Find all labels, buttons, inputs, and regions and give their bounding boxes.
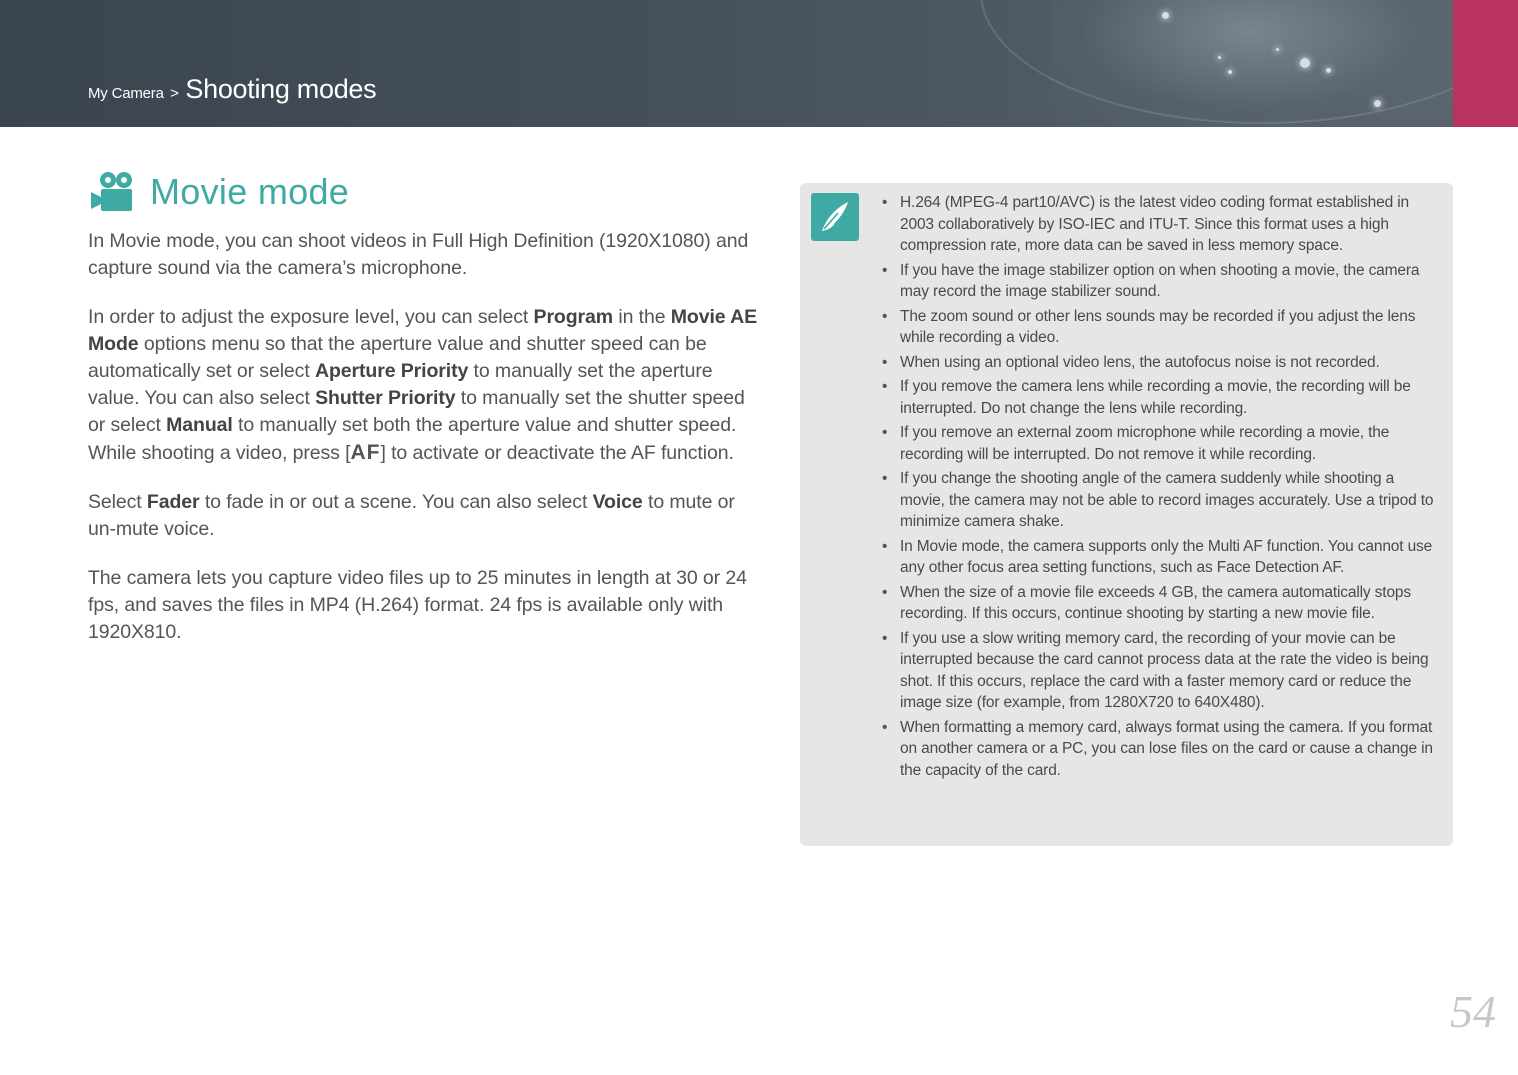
bullet-icon: • — [882, 194, 888, 211]
note-item — [882, 582, 1440, 625]
note-text: If you have the image stabilizer option on when shooting a movie, the camera may record the image stabilizer sound. — [900, 261, 1420, 300]
bullet-icon: • — [882, 583, 888, 601]
text-run: options menu so that the aperture value and shutter speed can be automatically set or select — [88, 333, 707, 382]
bullet-icon: • — [882, 424, 888, 441]
note-item — [882, 376, 1440, 419]
section-tab — [1453, 0, 1518, 127]
bullet-icon: • — [882, 629, 888, 647]
main-content — [88, 228, 758, 668]
bullet-icon: • — [882, 718, 888, 736]
note-text: The zoom sound or other lens sounds may be recorded if you adjust the lens while recording a video. — [900, 307, 1416, 346]
text-run: to mute or un-mute voice. — [88, 491, 735, 540]
bullet-icon: • — [882, 261, 888, 279]
sparkle-decoration — [1228, 70, 1232, 74]
breadcrumb — [88, 74, 376, 105]
sparkle-decoration — [1374, 100, 1381, 107]
sparkle-decoration — [1162, 12, 1169, 19]
paragraph-exposure — [88, 304, 758, 467]
option-shutter-priority: Shutter Priority — [315, 387, 456, 409]
bullet-icon: • — [882, 537, 888, 555]
text-run: Select — [88, 491, 147, 513]
section-heading — [88, 170, 349, 214]
note-item — [882, 717, 1440, 782]
option-voice: Voice — [592, 491, 643, 513]
text-run: in the — [613, 306, 671, 328]
note-item — [882, 352, 1440, 374]
bullet-icon: • — [882, 378, 888, 395]
movie-camera-icon — [88, 170, 136, 214]
note-item — [882, 628, 1440, 714]
text-run: to fade in or out a scene. You can also select — [199, 491, 593, 513]
page-title: Movie mode — [150, 171, 350, 212]
note-text: When formatting a memory card, always format using the camera. If you format on another camera or a PC, you can lose files on the card or cause a change in the capacity of the card. — [900, 718, 1433, 779]
option-fader: Fader — [146, 491, 200, 513]
bullet-icon: • — [882, 353, 888, 371]
text-run: to manually set both the aperture value and shutter speed. While shooting a video, press [ — [88, 414, 737, 464]
option-program: Program — [533, 306, 614, 328]
text-run: ] to activate or deactivate the AF function. — [380, 442, 734, 464]
note-text: When the size of a movie file exceeds 4 GB, the camera automatically stops recording. If this occurs, continue shooting by starting a new movie file. — [900, 583, 1411, 622]
text-run: In order to adjust the exposure level, you can select — [88, 306, 534, 328]
af-button-icon: AF — [350, 441, 381, 464]
page-header — [0, 0, 1518, 127]
note-item — [882, 192, 1440, 257]
bullet-icon: • — [882, 307, 888, 325]
breadcrumb-current: Shooting modes — [185, 74, 377, 104]
paragraph-file-limits: The camera lets you capture video files up to 25 minutes in length at 30 or 24 fps, and saves the files in MP4 (H.264) format. 24 fps is available only with 1920X810. — [88, 567, 747, 643]
menu-movie-ae-mode: Movie AE Mode — [88, 306, 758, 355]
sparkle-decoration — [1218, 56, 1221, 59]
note-item — [882, 260, 1440, 303]
page-number: 54 — [1450, 986, 1496, 1037]
note-text: In Movie mode, the camera supports only the Multi AF function. You cannot use any other focus area setting functions, such as Face Detection AF. — [900, 537, 1433, 576]
note-item — [882, 536, 1440, 579]
note-item — [882, 422, 1440, 465]
note-text: H.264 (MPEG-4 part10/AVC) is the latest video coding format established in 2003 collaboratively by ISO-IEC and ITU-T. Since this format uses a high compression rate, more data can be saved in less memory space. — [900, 194, 1409, 254]
text-run: to manually set the aperture value. You can also select — [88, 360, 713, 409]
text-run: to manually set the shutter speed or select — [88, 387, 745, 436]
pencil-note-icon — [811, 193, 859, 241]
option-aperture-priority: Aperture Priority — [314, 360, 469, 382]
note-text: If you change the shooting angle of the camera suddenly while shooting a movie, the camera may not be able to record images accurately. Use a tripod to minimize camera shake. — [900, 470, 1434, 530]
notes-list — [882, 192, 1440, 784]
sparkle-decoration — [1276, 48, 1279, 51]
note-item — [882, 306, 1440, 349]
breadcrumb-separator: > — [170, 85, 179, 102]
option-manual: Manual — [166, 414, 233, 436]
note-text: If you use a slow writing memory card, the recording of your movie can be interrupted because the card cannot process data at the rate the video is being shot. If this occurs, replace the card with a faster memory card or reduce the image size (for example, from 1280X720 to 640X480). — [900, 629, 1429, 711]
note-text: If you remove an external zoom microphone while recording a movie, the recording will be interrupted. Do not remove it while recording. — [900, 424, 1390, 463]
note-text: When using an optional video lens, the autofocus noise is not recorded. — [900, 353, 1380, 371]
sparkle-decoration — [1300, 58, 1310, 68]
note-item — [882, 468, 1440, 533]
paragraph-intro: In Movie mode, you can shoot videos in Full High Definition (1920X1080) and capture sound via the camera’s microphone. — [88, 230, 749, 279]
note-text: If you remove the camera lens while recording a movie, the recording will be interrupted. Do not change the lens while recording. — [900, 378, 1411, 417]
paragraph-fader — [88, 489, 758, 543]
sparkle-decoration — [1326, 68, 1331, 73]
bullet-icon: • — [882, 470, 888, 487]
breadcrumb-parent[interactable]: My Camera — [88, 85, 164, 102]
